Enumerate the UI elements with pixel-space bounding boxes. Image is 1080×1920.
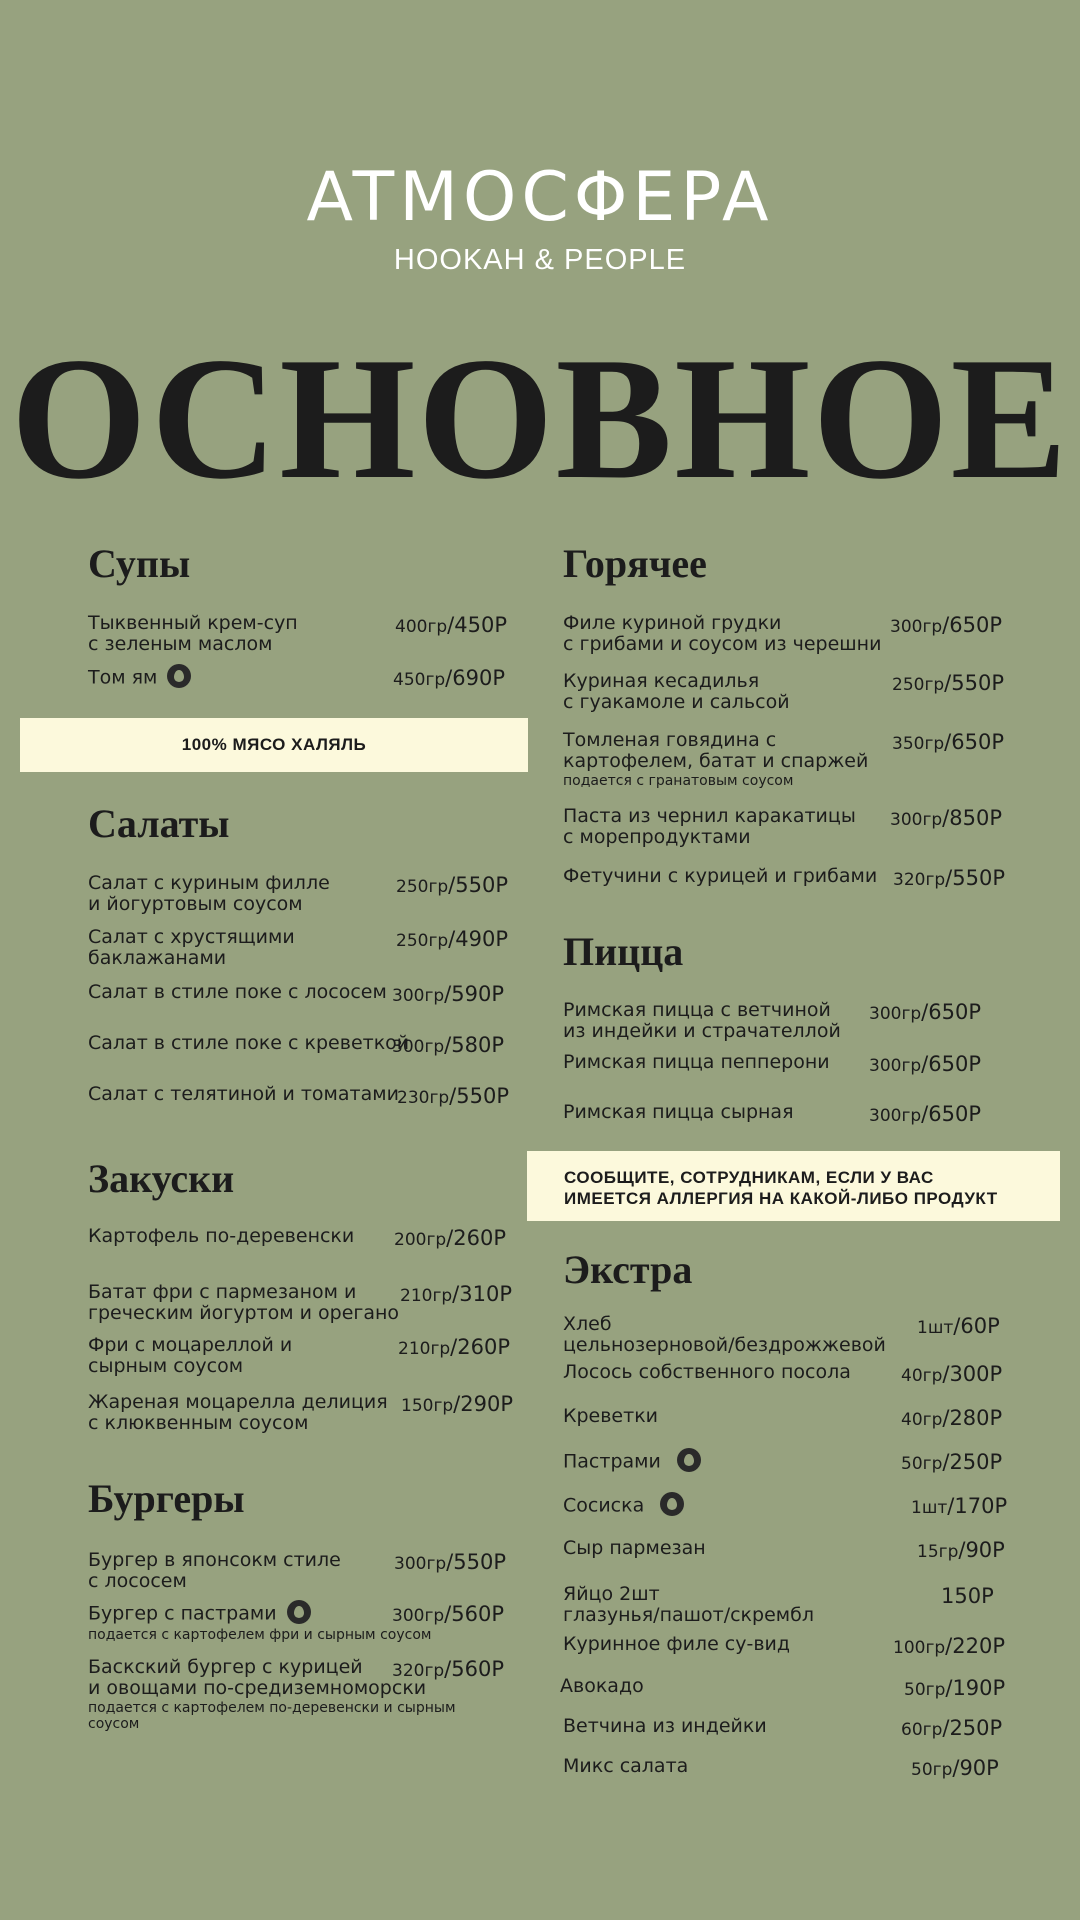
item-price: 210гр/310Р — [400, 1282, 512, 1306]
item-price: 250гр/490Р — [396, 927, 508, 951]
menu-item — [563, 1101, 981, 1126]
item-note: подается с картофелем фри и сырным соусом — [88, 1627, 432, 1643]
menu-item — [563, 1450, 1003, 1474]
item-price: 200гр/260Р — [394, 1226, 506, 1250]
item-name: Фри с моцареллой и — [88, 1334, 293, 1356]
category-title-snacks: Закуски — [88, 1156, 235, 1201]
item-name: Тыквенный крем-суп — [88, 612, 298, 634]
item-name-line2: из индейки и страчателлой — [563, 1020, 841, 1042]
item-name-line2: греческим йогуртом и орегано — [88, 1302, 400, 1324]
item-name: Римская пицца пепперони — [563, 1051, 830, 1073]
menu-item — [563, 729, 1004, 789]
item-name: Сосиска — [563, 1494, 684, 1518]
menu-item — [563, 1633, 1005, 1658]
item-price: 300гр/550Р — [394, 1550, 506, 1574]
category-title-salads: Салаты — [88, 801, 230, 846]
item-price: 300гр/650Р — [869, 1102, 981, 1126]
item-name: Куринное филе су-вид — [563, 1633, 791, 1655]
menu-item — [563, 1715, 1003, 1740]
menu-item — [88, 612, 507, 655]
menu-item — [563, 1583, 994, 1626]
item-name-line2: и овощами по-средиземноморски — [88, 1677, 427, 1699]
item-price: 210гр/260Р — [398, 1335, 510, 1359]
item-name: Том ям — [88, 666, 191, 690]
menu-item — [88, 1281, 512, 1324]
item-name: Хлеб — [563, 1313, 612, 1335]
menu-item — [88, 666, 505, 690]
item-name-line2: баклажанами — [88, 947, 227, 969]
item-name: Креветки — [563, 1405, 659, 1427]
item-name: Бургер с пастрами — [88, 1602, 431, 1626]
item-name-line2: с морепродуктами — [563, 826, 751, 848]
item-name-line2: цельнозерновой/бездрожжевой — [563, 1334, 886, 1356]
item-name: Яйцо 2шт — [563, 1583, 660, 1605]
allergy-banner-line1: СООБЩИТЕ, СОТРУДНИКАМ, ЕСЛИ У ВАС — [564, 1168, 934, 1187]
category-title-hot: Горячее — [563, 541, 707, 586]
brand-logo — [0, 160, 1080, 277]
brand-title: ATMOCΦEPA — [306, 158, 774, 237]
menu-item — [563, 1313, 1000, 1356]
item-name: Жареная моцарелла делиция — [88, 1391, 388, 1413]
item-price: 300гр/650Р — [890, 613, 1002, 637]
item-price: 100гр/220Р — [893, 1634, 1005, 1658]
menu-item — [563, 670, 1004, 713]
pig-icon — [660, 1492, 684, 1516]
menu-item — [563, 805, 1002, 848]
item-name-line2: с грибами и соусом из черешни — [563, 633, 882, 655]
brand-subtitle: HOOKAH & PEOPLE — [393, 244, 687, 276]
menu-item — [88, 872, 508, 915]
item-name: Авокадо — [560, 1675, 644, 1697]
menu-item — [563, 612, 1002, 655]
item-price: 320гр/550Р — [893, 866, 1005, 890]
item-price: 40гр/280Р — [901, 1406, 1003, 1430]
pig-icon — [677, 1448, 701, 1472]
item-price: 300гр/590Р — [392, 982, 504, 1006]
item-price: 60гр/250Р — [901, 1716, 1003, 1740]
item-name: Паста из чернил каракатицы — [563, 805, 856, 827]
menu-item — [563, 1494, 1008, 1518]
item-price: 400гр/450Р — [395, 613, 507, 637]
item-price: 1шт/60Р — [917, 1314, 1000, 1338]
item-price: 150гр/290Р — [401, 1392, 513, 1416]
item-price: 350гр/650Р — [892, 730, 1004, 754]
item-name: Пастрами — [563, 1450, 701, 1474]
item-name-line2: с гуакамоле и сальсой — [563, 691, 790, 713]
item-name-line2: сырным соусом — [88, 1355, 244, 1377]
item-price: 300гр/650Р — [869, 1000, 981, 1024]
item-name: Салат с телятиной и томатами — [88, 1083, 399, 1105]
item-name: Римская пицца с ветчиной — [563, 999, 831, 1021]
allergy-banner — [527, 1151, 1060, 1221]
menu-item — [563, 999, 981, 1042]
menu-item — [560, 1675, 1006, 1700]
item-name-line2: с клюквенным соусом — [88, 1412, 309, 1434]
item-note: подается с гранатовым соусом — [563, 773, 794, 789]
item-price: 1шт/170Р — [911, 1494, 1008, 1518]
item-price: 300гр/850Р — [890, 806, 1002, 830]
menu-item — [563, 1405, 1003, 1430]
halal-banner: 100% МЯСО ХАЛЯЛЬ — [20, 718, 528, 772]
item-name-line2: с лососем — [88, 1570, 187, 1592]
item-name: Микс салата — [563, 1755, 689, 1777]
menu-item — [88, 1656, 504, 1732]
item-price: 300гр/580Р — [392, 1033, 504, 1057]
item-name: Салат с хрустящими — [88, 926, 295, 948]
item-name: Салат с куриным филле — [88, 872, 330, 894]
pig-icon — [287, 1600, 311, 1624]
item-name: Сыр пармезан — [563, 1537, 706, 1559]
item-price: 50гр/190Р — [904, 1676, 1006, 1700]
category-title-burgers: Бургеры — [88, 1476, 245, 1521]
item-name: Бургер в японсокм стиле — [88, 1549, 341, 1571]
allergy-banner-line2: ИМЕЕТСЯ АЛЛЕРГИЯ НА КАКОЙ-ЛИБО ПРОДУКТ — [564, 1189, 998, 1208]
item-name: Баскский бургер с курицей — [88, 1656, 363, 1678]
item-name: Томленая говядина с — [563, 729, 777, 751]
item-price: 50гр/90Р — [911, 1756, 999, 1780]
spicy-icon — [167, 664, 191, 688]
menu-item — [88, 1549, 506, 1592]
item-price: 250гр/550Р — [892, 671, 1004, 695]
menu-item — [88, 1602, 504, 1643]
menu-item — [563, 1537, 1005, 1562]
menu-item — [563, 1361, 1003, 1386]
item-name: Филе куриной грудки — [563, 612, 782, 634]
category-title-extra: Экстра — [563, 1247, 693, 1292]
category-title-soups: Супы — [88, 541, 191, 586]
item-name: Ветчина из индейки — [563, 1715, 767, 1737]
item-price: 40гр/300Р — [901, 1362, 1003, 1386]
menu-item — [88, 1334, 510, 1377]
item-price: 150Р — [941, 1584, 994, 1608]
item-name: Салат в стиле поке с креветкой — [88, 1032, 410, 1054]
menu-item — [563, 1755, 999, 1780]
item-price: 15гр/90Р — [917, 1538, 1005, 1562]
item-note: подается с картофелем по-деревенски и сырным соусом — [88, 1700, 456, 1732]
item-price: 300гр/560Р — [392, 1602, 504, 1626]
page-title: ОСНОВНОЕ — [10, 321, 1070, 515]
item-name: Картофель по-деревенски — [88, 1225, 355, 1247]
item-name-line2: с зеленым маслом — [88, 633, 273, 655]
item-price: 50гр/250Р — [901, 1450, 1003, 1474]
item-name: Батат фри с пармезаном и — [88, 1281, 357, 1303]
menu-item — [88, 1225, 506, 1250]
item-price: 300гр/650Р — [869, 1052, 981, 1076]
menu-item — [563, 1051, 981, 1076]
item-price: 230гр/550Р — [397, 1084, 509, 1108]
menu-item — [88, 1032, 504, 1057]
menu-item — [88, 926, 508, 969]
item-price: 450гр/690Р — [393, 666, 505, 690]
item-price: 320гр/560Р — [392, 1657, 504, 1681]
item-price: 250гр/550Р — [396, 873, 508, 897]
item-name: Салат в стиле поке с лососем — [88, 981, 387, 1003]
item-name: Лосось собственного посола — [563, 1361, 851, 1383]
menu-item — [88, 1391, 513, 1434]
category-title-pizza: Пицца — [563, 929, 684, 974]
item-name-line2: и йогуртовым соусом — [88, 893, 303, 915]
menu-item — [88, 981, 504, 1006]
item-name: Римская пицца сырная — [563, 1101, 794, 1123]
item-name-line2: глазунья/пашот/скрембл — [563, 1604, 814, 1626]
menu-item — [88, 1083, 509, 1108]
item-name: Фетучини с курицей и грибами — [563, 865, 878, 887]
menu-item — [563, 865, 1005, 890]
item-name-line2: картофелем, батат и спаржей — [563, 750, 869, 772]
item-name: Куриная кесадилья — [563, 670, 760, 692]
